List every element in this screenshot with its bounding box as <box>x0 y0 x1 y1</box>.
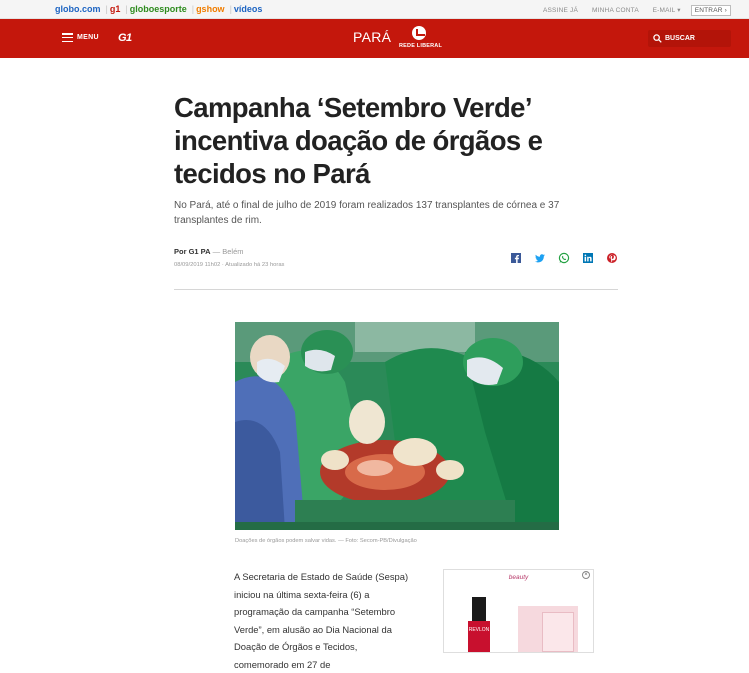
g1-logo[interactable]: G1 <box>118 32 132 44</box>
nail-polish-bottle-icon <box>468 597 490 653</box>
login-button[interactable]: ENTRAR › <box>691 5 731 16</box>
article-subtitle: No Pará, até o final de julho de 2019 foram realizados 137 transplantes de córnea e 37 transplantes de rim. <box>174 200 560 226</box>
location: — Belém <box>212 247 244 256</box>
account-links <box>531 5 731 16</box>
separator: | <box>191 4 195 14</box>
search-box[interactable] <box>648 30 731 47</box>
pinterest-icon[interactable] <box>606 251 618 263</box>
article-title: Campanha ‘Setembro Verde’ incentiva doação de órgãos e tecidos no Pará <box>174 92 543 189</box>
link-g1[interactable]: g1 <box>109 4 121 14</box>
link-gshow[interactable]: gshow <box>196 4 225 14</box>
author: Por G1 PA <box>174 247 211 256</box>
link-globo-com[interactable]: globo.com <box>55 4 101 14</box>
divider <box>174 289 618 290</box>
rede-liberal-label: REDE LIBERAL <box>399 43 443 49</box>
chevron-down-icon: ▾ <box>677 7 681 14</box>
article-photo[interactable] <box>235 322 559 530</box>
region-title[interactable]: PARÁ <box>353 29 392 45</box>
advertisement[interactable] <box>443 569 594 653</box>
separator: | <box>229 4 232 14</box>
separator: | <box>105 4 108 14</box>
ad-product-card <box>542 612 574 652</box>
share-bar <box>510 251 618 263</box>
separator: | <box>125 4 128 14</box>
menu-label: MENU <box>77 34 99 41</box>
globo-network-links <box>55 4 264 14</box>
ad-product-label: REVLON <box>468 627 490 633</box>
hamburger-icon <box>62 33 73 42</box>
close-ad-icon[interactable]: × <box>582 571 590 579</box>
surgery-photo <box>235 322 559 530</box>
my-account-link[interactable]: MINHA CONTA <box>592 7 639 14</box>
rede-liberal-mark-icon <box>412 26 426 40</box>
email-link[interactable] <box>653 7 681 14</box>
globo-top-bar <box>0 0 749 19</box>
link-globoesporte[interactable]: globoesporte <box>129 4 187 14</box>
byline <box>174 247 243 256</box>
rede-liberal-logo[interactable] <box>399 26 443 54</box>
menu-button[interactable] <box>62 33 99 42</box>
publish-date: 08/09/2019 11h02 · Atualizado há 23 horas <box>174 262 285 268</box>
search-icon <box>653 34 662 43</box>
site-header <box>0 19 749 58</box>
article-body-paragraph: A Secretaria de Estado de Saúde (Sespa) iniciou na última sexta-feira (6) a programação da campanha “Setembro Verde”, em alusão ao Dia Nacional da Doação de Órgãos e Tecidos, comemorado em 27 de <box>234 571 409 670</box>
subscribe-link[interactable]: ASSINE JÁ <box>542 7 579 14</box>
photo-caption: Doações de órgãos podem salvar vidas. — Foto: Secom-PB/Divulgação <box>235 538 417 544</box>
link-videos[interactable]: vídeos <box>233 4 263 14</box>
ad-brand: beauty <box>508 574 529 581</box>
facebook-icon[interactable] <box>510 251 522 263</box>
twitter-icon[interactable] <box>534 251 546 263</box>
whatsapp-icon[interactable] <box>558 251 570 263</box>
linkedin-icon[interactable] <box>582 251 594 263</box>
email-label: E-MAIL <box>652 7 676 14</box>
search-placeholder: BUSCAR <box>665 35 695 42</box>
